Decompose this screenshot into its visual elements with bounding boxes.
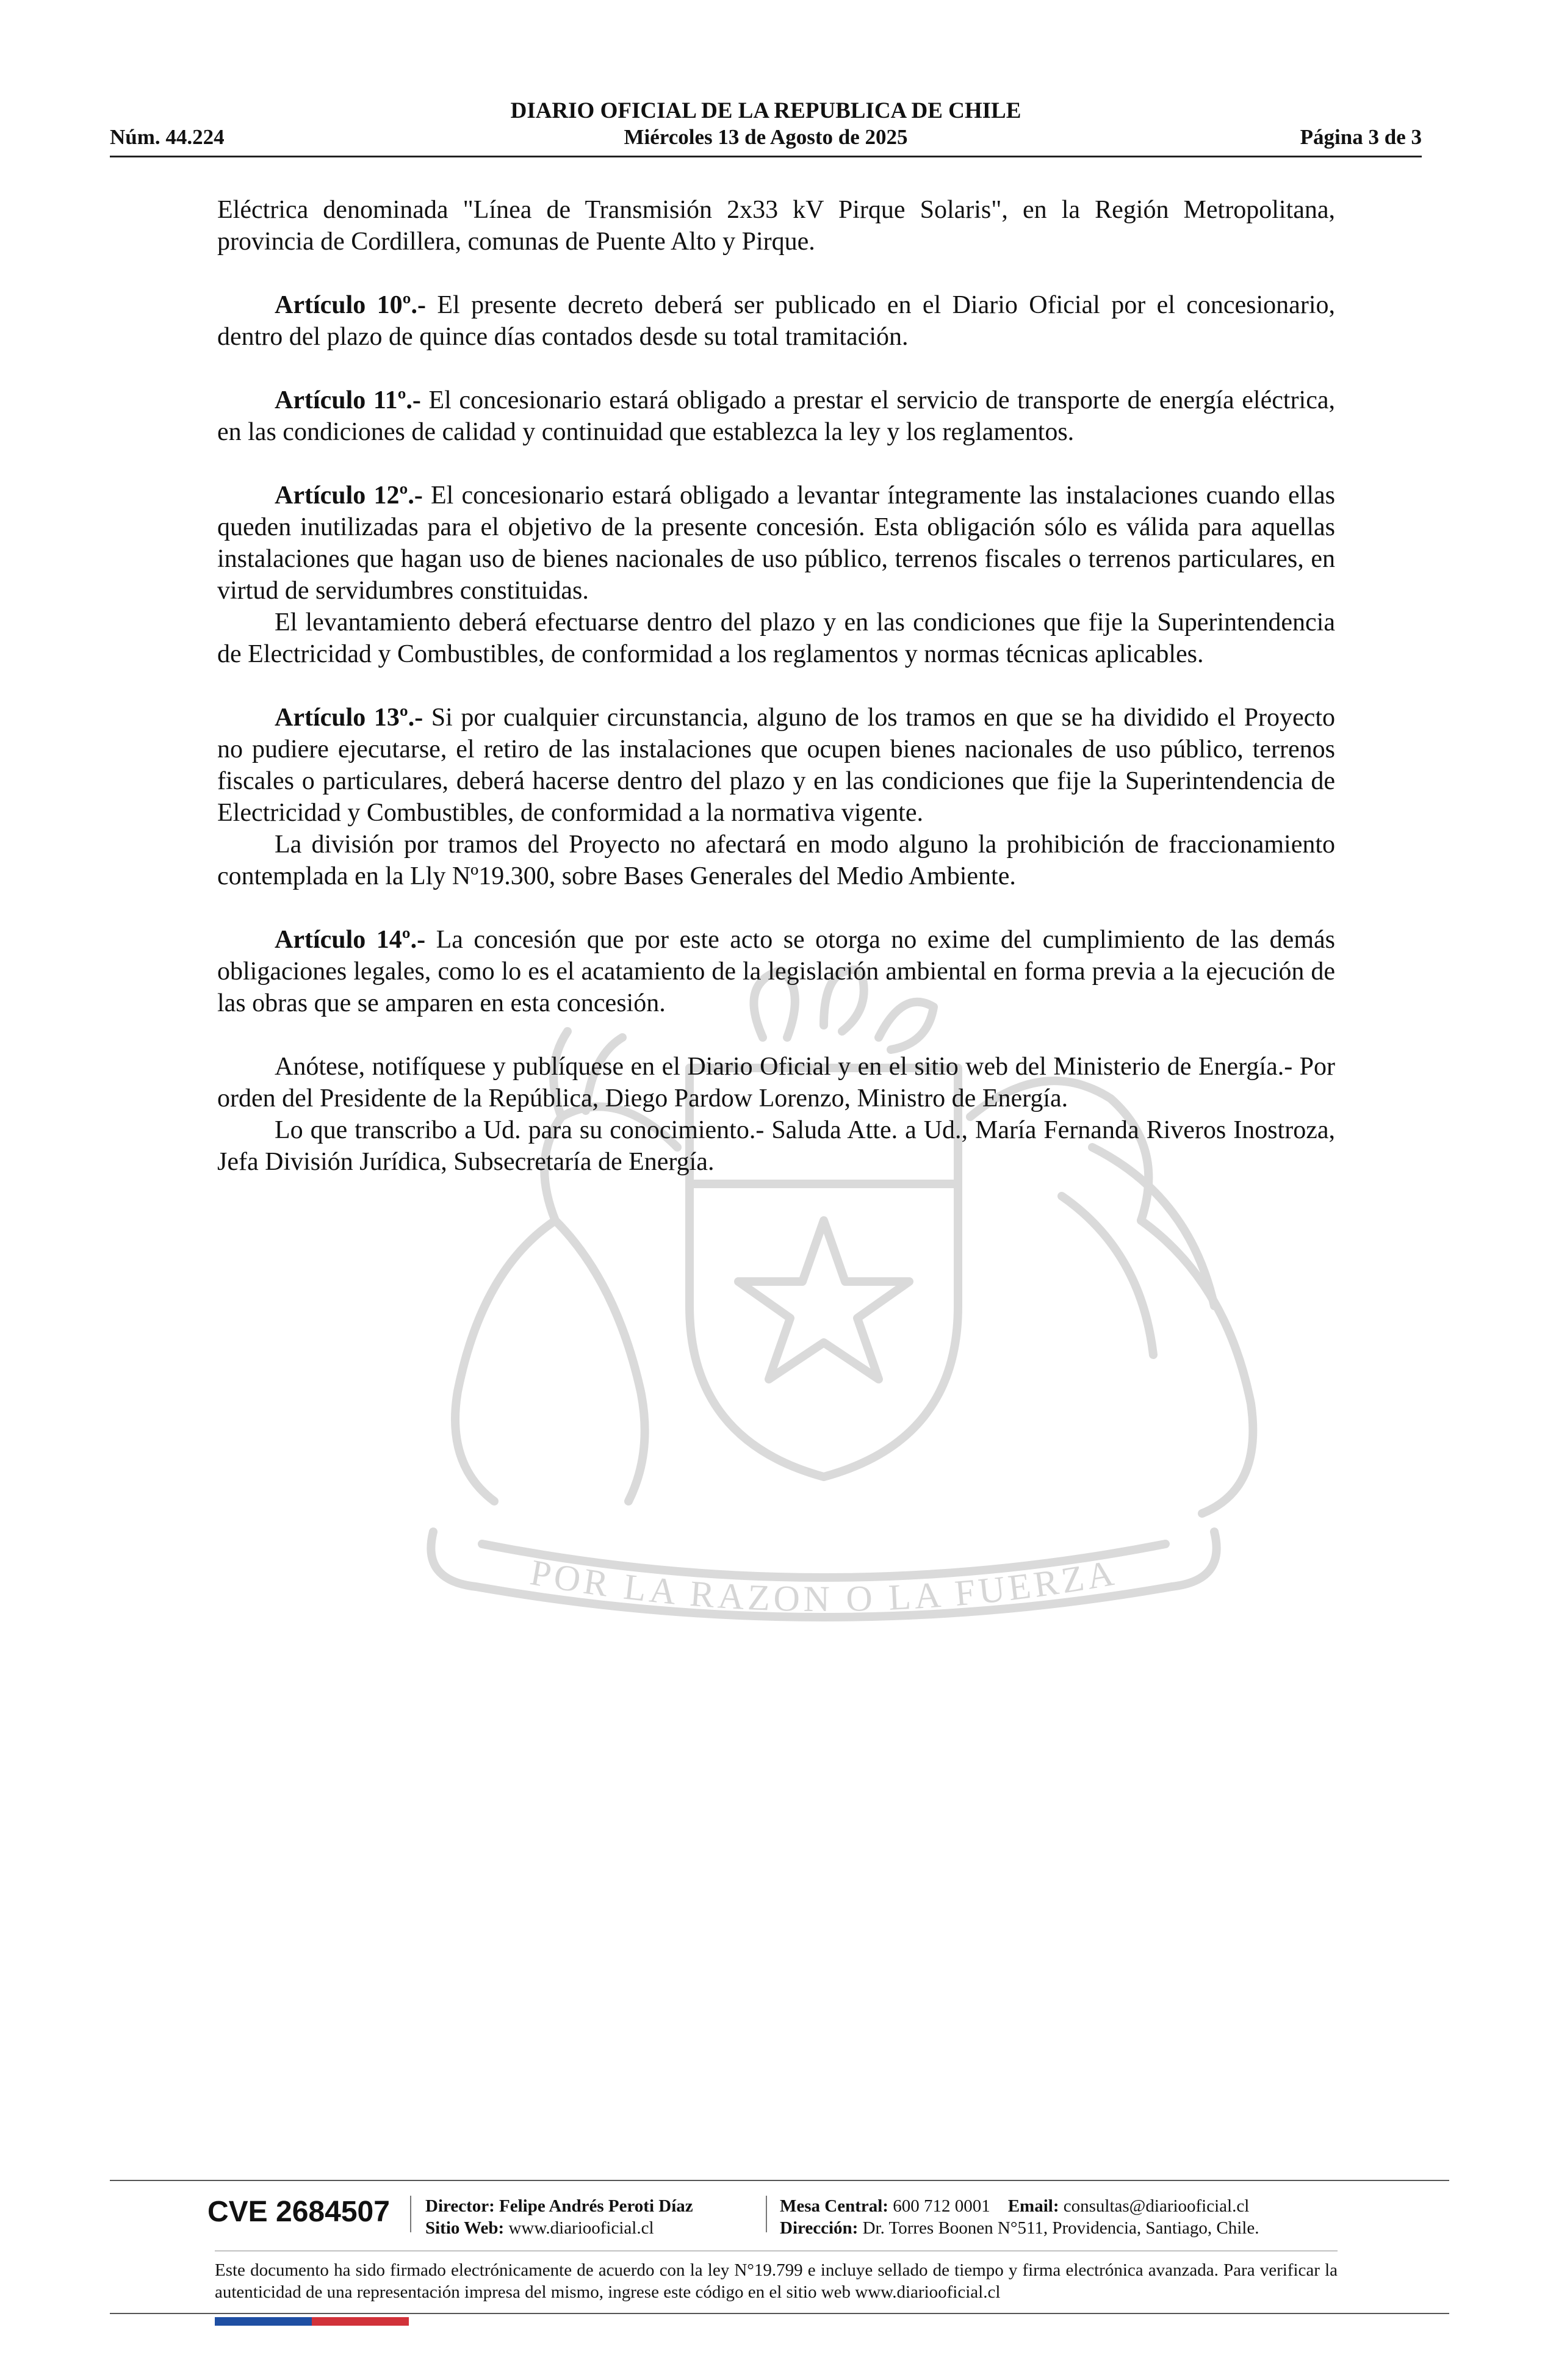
cve-code: CVE 2684507: [207, 2196, 390, 2228]
phone-label: Mesa Central:: [780, 2196, 888, 2216]
electronic-signature-notice: Este documento ha sido firmado electrónicamente de acuerdo con la ley N°19.799 e incluye sellado de tiempo y firma electrónica avanzada. Para verificar la autenticidad de una representación impresa del mismo, ingrese este código en el sitio web www.diariooficial.cl: [215, 2260, 1338, 2302]
footer-divider-bottom: [110, 2313, 1449, 2314]
footer-divider-top: [110, 2180, 1449, 2181]
page-indicator: Página 3 de 3: [1300, 125, 1422, 149]
article-10-text: El presente decreto deberá ser publicado en el Diario Oficial por el concesionario, dentro del plazo de quince días contados desde su total tramitación.: [217, 291, 1335, 351]
issue-date: Miércoles 13 de Agosto de 2025: [624, 125, 908, 149]
intro-paragraph: Eléctrica denominada "Línea de Transmisión 2x33 kV Pirque Solaris", en la Región Metropolitana, provincia de Cordillera, comunas de Puente Alto y Pirque.: [217, 196, 1335, 256]
header-divider: [110, 156, 1422, 157]
closing-paragraph: Anótese, notifíquese y publíquese en el Diario Oficial y en el sitio web del Ministerio de Energía.- Por orden del Presidente de la República, Diego Pardow Lorenzo, Ministro de Energía.: [217, 1053, 1335, 1112]
article-11: [217, 384, 1335, 448]
article-12-label: Artículo 12º.-: [275, 481, 423, 510]
article-13-paragraph-2: La división por tramos del Proyecto no afectará en modo alguno la prohibición de fraccionamiento contemplada en la Lly Nº19.300, sobre Bases Generales del Medio Ambiente.: [217, 831, 1335, 890]
article-10-label: Artículo 10º.-: [275, 291, 427, 319]
article-14-label: Artículo 14º.-: [275, 926, 426, 954]
footer-contact-block: [780, 2195, 1259, 2239]
article-11-text: El concesionario estará obligado a prestar el servicio de transporte de energía eléctrica, en las condiciones de calidad y continuidad que establezca la ley y los reglamentos.: [217, 386, 1335, 446]
address-value: Dr. Torres Boonen N°511, Providencia, Santiago, Chile.: [858, 2218, 1259, 2238]
article-14: [217, 924, 1335, 1019]
footer-separator: [766, 2196, 767, 2232]
article-13-label: Artículo 13º.-: [275, 704, 423, 732]
article-12-paragraph-2: El levantamiento deberá efectuarse dentro del plazo y en las condiciones que fije la Superintendencia de Electricidad y Combustibles, de conformidad a los reglamentos y normas técnicas aplicables.: [217, 608, 1335, 668]
article-12-text: El concesionario estará obligado a levantar íntegramente las instalaciones cuando ellas queden inutilizadas para el objetivo de la presente concesión. Esta obligación sólo es válida para aquellas instalaciones que hagan uso de bienes nacionales de uso público, terrenos fiscales o terrenos particulares, en virtud de servidumbres constituidas.: [217, 481, 1335, 605]
director-label: Director:: [425, 2196, 495, 2216]
article-14-text: La concesión que por este acto se otorga no exime del cumplimiento de las demás obligaciones legales, como lo es el acatamiento de la legislación ambiental en forma previa a la ejecución de las obras que se amparen en esta concesión.: [217, 926, 1335, 1017]
article-11-label: Artículo 11º.-: [275, 386, 421, 414]
website-link[interactable]: www.diariooficial.cl: [504, 2218, 654, 2238]
phone-value: 600 712 0001: [888, 2196, 990, 2216]
decree-body: [217, 194, 1335, 1178]
footer-director-block: [425, 2195, 693, 2239]
watermark-motto: POR LA RAZON O LA FUERZA: [527, 1552, 1120, 1620]
article-12: [217, 480, 1335, 607]
issue-number: Núm. 44.224: [110, 125, 225, 149]
email-link[interactable]: consultas@diariooficial.cl: [1059, 2196, 1250, 2216]
footer-separator: [410, 2196, 411, 2232]
flag-red-segment: [312, 2317, 409, 2326]
director-value: Felipe Andrés Peroti Díaz: [494, 2196, 693, 2216]
article-13: [217, 702, 1335, 829]
publication-title: DIARIO OFICIAL DE LA REPUBLICA DE CHILE: [510, 98, 1021, 123]
email-label: Email:: [1007, 2196, 1059, 2216]
flag-color-bar: [215, 2317, 409, 2326]
transcription-paragraph: Lo que transcribo a Ud. para su conocimiento.- Saluda Atte. a Ud., María Fernanda Riveros Inostroza, Jefa División Jurídica, Subsecretaría de Energía.: [217, 1116, 1335, 1176]
page-header: [110, 92, 1422, 159]
address-label: Dirección:: [780, 2218, 859, 2238]
article-13-text: Si por cualquier circunstancia, alguno de los tramos en que se ha dividido el Proyecto no pudiere ejecutarse, el retiro de las instalaciones que ocupen bienes nacionales de uso público, terrenos fiscales o particulares, deberá hacerse dentro del plazo y en las condiciones que fije la Superintendencia de Electricidad y Combustibles, de conformidad a la normativa vigente.: [217, 704, 1335, 827]
flag-blue-segment: [215, 2317, 312, 2326]
article-10: [217, 289, 1335, 353]
website-label: Sitio Web:: [425, 2218, 505, 2238]
